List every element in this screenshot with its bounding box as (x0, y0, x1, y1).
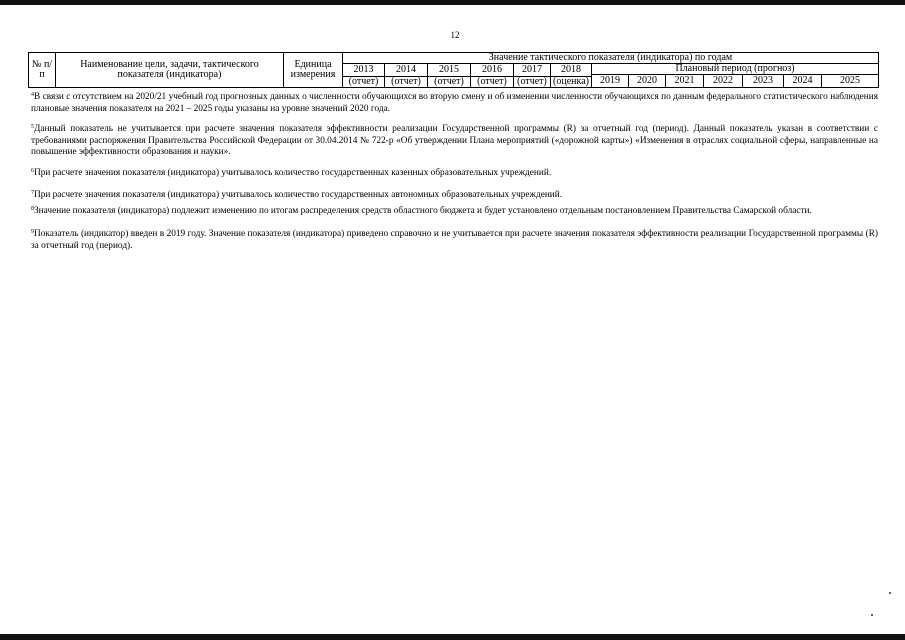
year-cell: 2013 (343, 64, 385, 77)
year-status-cell: (оценка) (551, 77, 592, 88)
footnote-mark: 5 (31, 124, 34, 130)
footnote (31, 168, 551, 180)
plan-year-cell: 2019 (592, 75, 629, 88)
year-status-cell: (отчет) (428, 77, 471, 88)
plan-year-cell: 2020 (629, 75, 666, 88)
footnote (31, 229, 878, 252)
footnote (31, 92, 878, 115)
year-cell: 2018 (551, 64, 592, 77)
footnote-mark: 7 (31, 190, 34, 196)
indicator-table-header (28, 52, 879, 88)
footnote (31, 190, 562, 202)
scan-top-edge (0, 0, 905, 5)
year-status-cell: (отчет) (514, 77, 551, 88)
footnote (31, 124, 878, 159)
year-status-cell: (отчет) (471, 77, 514, 88)
year-cell: 2014 (385, 64, 428, 77)
footnote-text: В связи с отсутствием на 2020/21 учебный год прогнозных данных о численности обучающихся во вторую смену и об изменении численности обучающихся по данным федерального статистического наблюдения плановые значения показателя на 2021 – 2025 годы указаны на уровне значений 2020 года. (31, 92, 878, 114)
footnote-mark: 6 (31, 168, 34, 174)
col-name-header: Наименование цели, задачи, тактического показателя (индикатора) (56, 53, 284, 88)
year-status-cell: (отчет) (385, 77, 428, 88)
col-number-header: № п/п (29, 53, 56, 88)
scan-speck (871, 614, 873, 616)
scan-bottom-edge (0, 634, 905, 640)
plan-year-cell: 2025 (822, 75, 879, 88)
years-group-header: Значение тактического показателя (индикатора) по годам (343, 53, 879, 64)
scan-speck (889, 592, 891, 594)
footnote-text: При расчете значения показателя (индикатора) учитывалось количество государственных автономных образовательных учреждений. (34, 190, 563, 200)
footnote-text: При расчете значения показателя (индикатора) учитывалось количество государственных казенных образовательных учреждений. (34, 168, 552, 178)
plan-period-header: Плановый период (прогноз) (592, 64, 879, 75)
footnote-mark: 9 (31, 229, 34, 235)
col-unit-header: Единица измерения (284, 53, 343, 88)
year-cell: 2015 (428, 64, 471, 77)
plan-year-cell: 2023 (743, 75, 784, 88)
year-status-cell: (отчет) (343, 77, 385, 88)
footnote (31, 206, 812, 218)
year-cell: 2017 (514, 64, 551, 77)
plan-year-cell: 2021 (666, 75, 704, 88)
footnote-text: Показатель (индикатор) введен в 2019 году. Значение показателя (индикатора) приведено справочно и не учитывается при расчете значения показателя эффективности реализации Государственной программы (R) за отчетный год (период). (31, 229, 878, 251)
plan-year-cell: 2024 (784, 75, 822, 88)
footnote-text: Значение показателя (индикатора) подлежит изменению по итогам распределения средств областного бюджета и будет установлено отдельным постановлением Правительства Самарской области. (34, 206, 812, 216)
plan-year-cell: 2022 (704, 75, 743, 88)
year-cell: 2016 (471, 64, 514, 77)
footnote-text: Данный показатель не учитывается при расчете значения показателя эффективности реализации Государственной программы (R) за отчетный год (период). Данный показатель указан в соответствии с требованиями распоряжения Правительства Российской Федерации от 30.04.2014 № 722-р «Об утверждении Плана мероприятий («дорожной карты») «Изменения в отраслях социальной сферы, направленные на повышение эффективности образования и науки». (31, 124, 878, 158)
page-number: 12 (450, 30, 460, 40)
footnote-mark: 4 (31, 92, 34, 98)
footnote-mark: 8 (31, 206, 34, 212)
